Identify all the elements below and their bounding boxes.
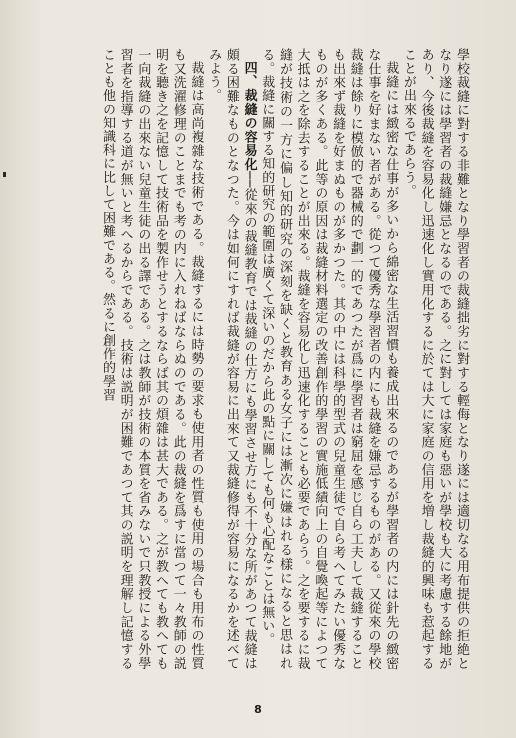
- section-body: ──從來の裁縫教育では裁縫の仕方にも學習させ方にも不十分な所があつて裁縫は頗る困難なものとなつた。今は如何にすれば裁縫が容易に出來て又裁縫修得が容易になるかを述べてみよう。: [206, 48, 257, 670]
- paragraph-1: 學校裁縫に對する非難となり學習者の裁縫拙劣に對する輕侮となり遂には適切なる用布提供の拒絶となり遂には學習者の裁縫嫌忌となるのである。之に對しては家庭も惡いが學校も大に考慮する餘地があり、今後裁縫を容易化し迅速化し實用化するに於ては大に家庭の信用を増し裁縫的興味も惹起することが出來るであらう。: [400, 48, 469, 670]
- paragraph-4: 裁縫は高尚複雜な技術である。裁縫するには時勢の要求も使用者の性質も使用の場合も用布の性質も又洗濯修理のことまでも考の内に入れねばならぬのである。此の裁縫を爲すに當つて一々教師の説明を聽き之を記憶して技術品を製作せうとするならば其の煩雜は甚大である。之が教へても教へても一向裁縫の出來ない兒童生徒の出る譯である。之は教師が技術の本質を省みないで只教授による外學習者を指導する道が無いと考へるからである。技術は説明が困難であつて其の説明を理解し記憶することも他の知識科に比して困難である。然るに創作的學習: [99, 48, 204, 670]
- section-heading: 四、裁縫の容易化: [241, 61, 257, 172]
- page-number: 8: [254, 703, 262, 716]
- margin-mark: [3, 172, 6, 177]
- paragraph-3: [204, 48, 257, 670]
- body-text: [38, 48, 470, 670]
- paragraph-2: 裁縫には緻密な仕事が多いから綿密な生活習慣も養成出來るのであるが學習者の内には針先の緻密な仕事を好まない者がある。從つて優秀な學習者の内にも裁縫を嫌忌するものがある。又從來の學校裁縫は餘りに模倣的で器械的で劃一的であつたが爲に學習者は窮屈を感じ自ら工夫して裁縫することも出來ず裁縫を好まぬものが多かつた。其の中には科學的型式の兒童生徒で自ら考へてみたい優秀なものが多くある。此等の原因は裁縫材料選定の改善創作的學習の實施低績向上の自覺喚起等によつて大抵は之を除去することが出來る。裁縫を容易化し迅速化することも必要であらう。之を要するに裁縫が技術の一方に偏し知的研究の深刻を缺くと教育ある女子には漸次に嫌はれる樣になると思はれる。裁縫に關する知的研究の範圍は廣くて深いのだから此の點に關しても何も心配なことは無い。: [259, 48, 399, 670]
